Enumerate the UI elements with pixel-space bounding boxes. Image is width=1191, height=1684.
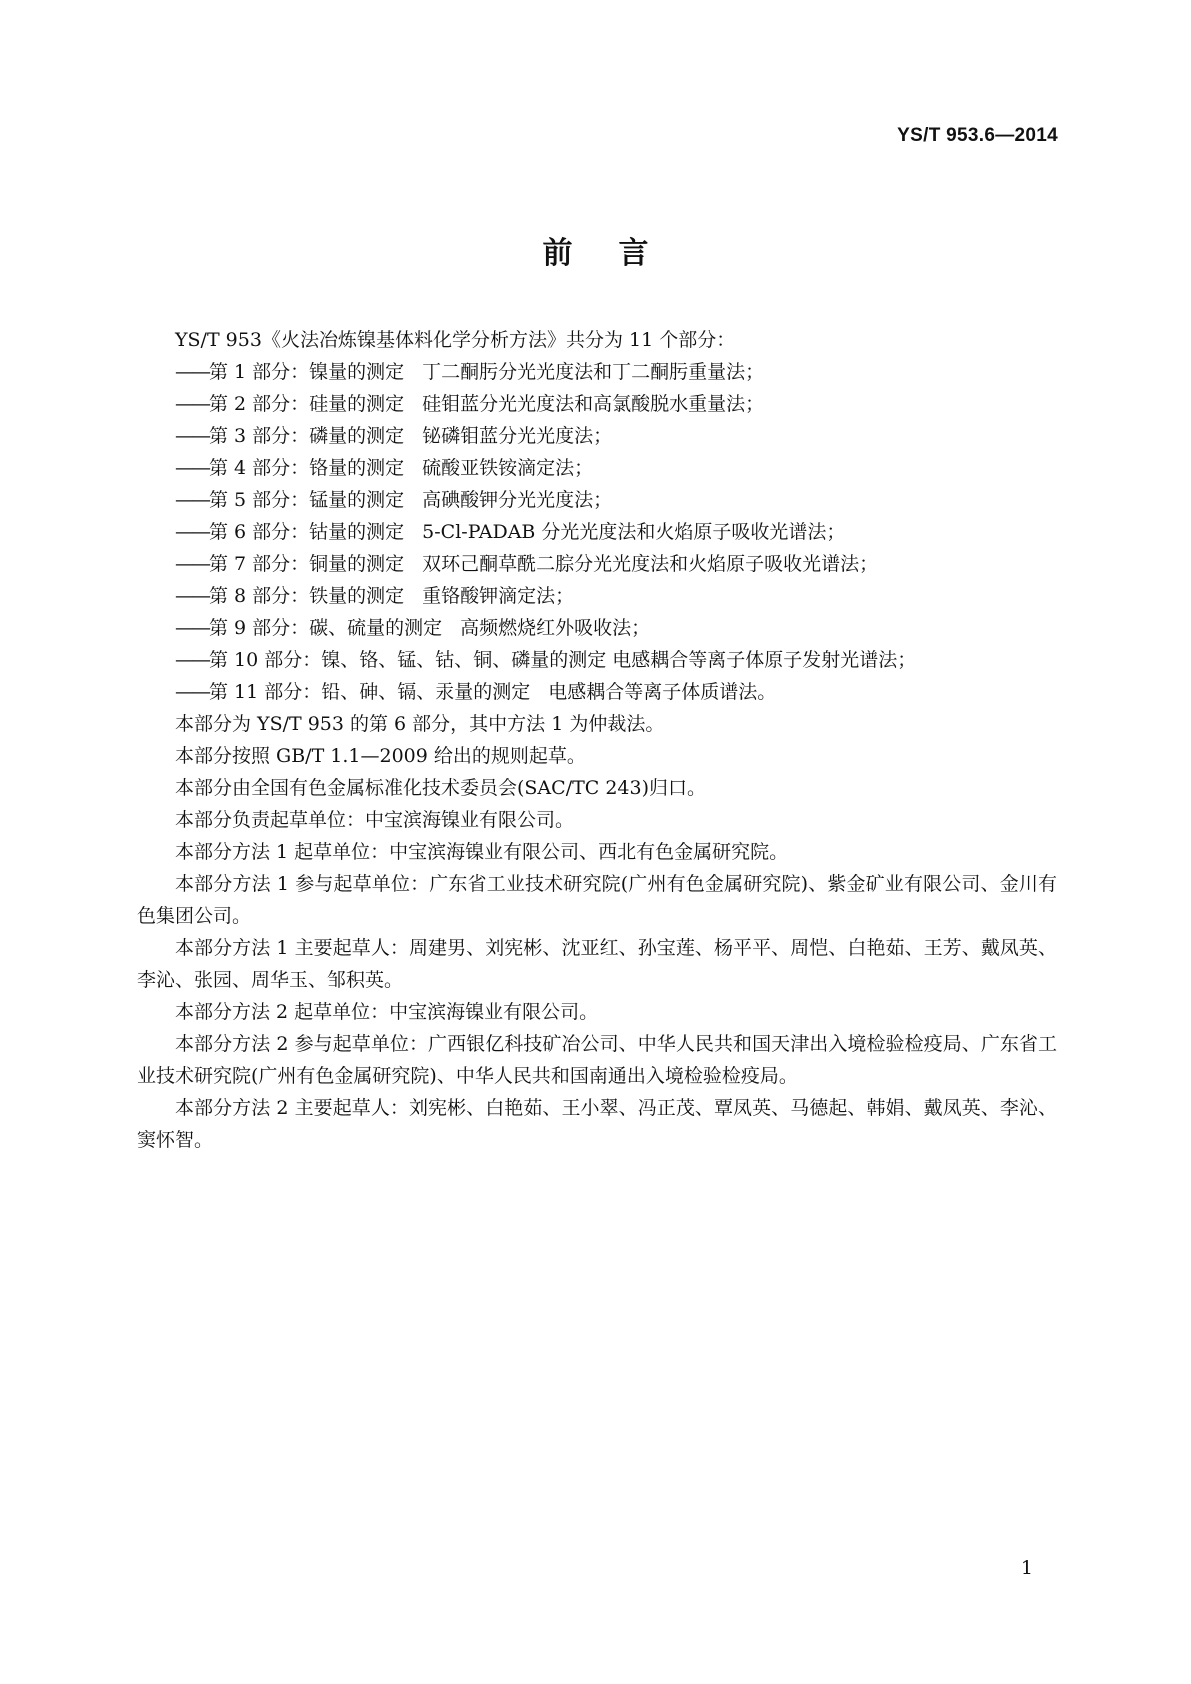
part-name: 第 7 部分：铜量的测定 bbox=[209, 553, 405, 575]
parts-list bbox=[137, 356, 1057, 708]
body-paragraph: 本部分方法 1 主要起草人：周建男、刘宪彬、沈亚红、孙宝莲、杨平平、周恺、白艳茹、王芳、戴凤英、李沁、张园、周华玉、邹积英。 bbox=[137, 937, 1057, 991]
part-item: ——第 9 部分：碳、硫量的测定 高频燃烧红外吸收法； bbox=[175, 617, 651, 639]
body-paragraph: 本部分为 YS/T 953 的第 6 部分，其中方法 1 为仲裁法。 bbox=[175, 713, 665, 735]
page-number: 1 bbox=[1020, 1557, 1033, 1579]
part-item: ——第 2 部分：硅量的测定 硅钼蓝分光光度法和高氯酸脱水重量法； bbox=[175, 393, 765, 415]
part-name: 第 8 部分：铁量的测定 bbox=[209, 585, 405, 607]
intro-paragraph: YS/T 953《火法冶炼镍基体料化学分析方法》共分为 11 个部分： bbox=[175, 329, 736, 351]
part-name: 第 6 部分：钴量的测定 bbox=[209, 521, 405, 543]
body-paragraph: 本部分按照 GB/T 1.1—2009 给出的规则起草。 bbox=[175, 745, 586, 767]
part-name: 第 5 部分：锰量的测定 bbox=[209, 489, 405, 511]
part-method: 硅钼蓝分光光度法和高氯酸脱水重量法； bbox=[422, 393, 765, 415]
part-name: 第 9 部分：碳、硫量的测定 bbox=[209, 617, 443, 639]
document-body bbox=[137, 324, 1057, 1156]
part-name: 第 11 部分：铅、砷、镉、汞量的测定 bbox=[209, 681, 531, 703]
page-title: 前言 bbox=[542, 236, 695, 271]
part-method: 电感耦合等离子体原子发射光谱法； bbox=[612, 649, 917, 671]
part-method: 丁二酮肟分光光度法和丁二酮肟重量法； bbox=[422, 361, 765, 383]
part-item: ——第 11 部分：铅、砷、镉、汞量的测定 电感耦合等离子体质谱法。 bbox=[175, 681, 777, 703]
part-item: ——第 10 部分：镍、铬、锰、钴、铜、磷量的测定 电感耦合等离子体原子发射光谱法； bbox=[175, 649, 917, 671]
body-paragraph: 本部分方法 2 起草单位：中宝滨海镍业有限公司。 bbox=[175, 1001, 599, 1023]
body-paragraph: 本部分方法 2 参与起草单位：广西银亿科技矿冶公司、中华人民共和国天津出入境检验检疫局、广东省工业技术研究院(广州有色金属研究院)、中华人民共和国南通出入境检验检疫局。 bbox=[137, 1033, 1057, 1087]
body-paragraph: 本部分方法 1 参与起草单位：广东省工业技术研究院(广州有色金属研究院)、紫金矿业有限公司、金川有色集团公司。 bbox=[137, 873, 1057, 927]
part-item: ——第 6 部分：钴量的测定 5-Cl-PADAB 分光光度法和火焰原子吸收光谱法； bbox=[175, 521, 846, 543]
part-item: ——第 3 部分：磷量的测定 铋磷钼蓝分光光度法； bbox=[175, 425, 613, 447]
part-name: 第 1 部分：镍量的测定 bbox=[209, 361, 405, 383]
part-name: 第 4 部分：铬量的测定 bbox=[209, 457, 405, 479]
part-item: ——第 4 部分：铬量的测定 硫酸亚铁铵滴定法； bbox=[175, 457, 594, 479]
part-item: ——第 7 部分：铜量的测定 双环己酮草酰二腙分光光度法和火焰原子吸收光谱法； bbox=[175, 553, 879, 575]
part-item: ——第 5 部分：锰量的测定 高碘酸钾分光光度法； bbox=[175, 489, 613, 511]
part-method: 重铬酸钾滴定法； bbox=[422, 585, 575, 607]
part-method: 硫酸亚铁铵滴定法； bbox=[422, 457, 594, 479]
body-paragraph: 本部分负责起草单位：中宝滨海镍业有限公司。 bbox=[175, 809, 575, 831]
part-method: 电感耦合等离子体质谱法。 bbox=[548, 681, 777, 703]
part-method: 高频燃烧红外吸收法； bbox=[460, 617, 651, 639]
part-method: 5-Cl-PADAB 分光光度法和火焰原子吸收光谱法； bbox=[422, 521, 846, 543]
body-paragraph: 本部分方法 2 主要起草人：刘宪彬、白艳茹、王小翠、冯正茂、覃凤英、马德起、韩娟、戴凤英、李沁、窦怀智。 bbox=[137, 1097, 1057, 1151]
part-item: ——第 1 部分：镍量的测定 丁二酮肟分光光度法和丁二酮肟重量法； bbox=[175, 361, 765, 383]
body-paragraph: 本部分方法 1 起草单位：中宝滨海镍业有限公司、西北有色金属研究院。 bbox=[175, 841, 789, 863]
part-method: 高碘酸钾分光光度法； bbox=[422, 489, 613, 511]
part-method: 双环己酮草酰二腙分光光度法和火焰原子吸收光谱法； bbox=[422, 553, 879, 575]
part-name: 第 10 部分：镍、铬、锰、钴、铜、磷量的测定 bbox=[209, 649, 607, 671]
part-name: 第 3 部分：磷量的测定 bbox=[209, 425, 405, 447]
part-method: 铋磷钼蓝分光光度法； bbox=[422, 425, 613, 447]
body-paragraph: 本部分由全国有色金属标准化技术委员会(SAC/TC 243)归口。 bbox=[175, 777, 707, 799]
part-item: ——第 8 部分：铁量的测定 重铬酸钾滴定法； bbox=[175, 585, 575, 607]
part-name: 第 2 部分：硅量的测定 bbox=[209, 393, 405, 415]
standard-code: YS/T 953.6—2014 bbox=[897, 125, 1058, 146]
